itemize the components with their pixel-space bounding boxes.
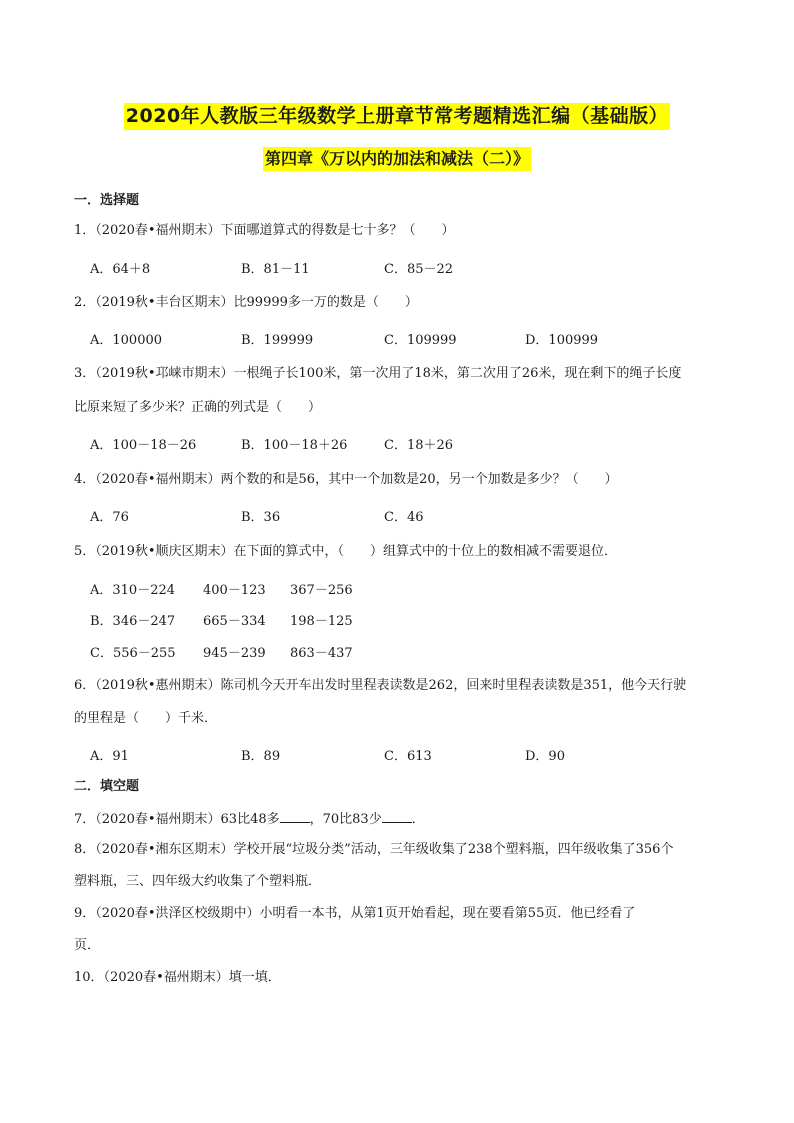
q4-option-b: B．36 [241, 510, 281, 525]
q3-option-c: C．18＋26 [384, 438, 454, 453]
question-9-continued: 页． [74, 938, 101, 953]
q5-row-a-3: 367－256 [290, 583, 353, 598]
q5-row-c-1: C．556－255 [90, 646, 176, 661]
q5-row-b-3: 198－125 [290, 614, 353, 629]
q7-blank-1 [280, 808, 310, 823]
question-6-continued: 的里程是（ ）千米． [74, 711, 218, 726]
question-6: 6．（2019秋•惠州期末）陈司机今天开车出发时里程表读数是262，回来时里程表读数是351，他今天行驶 [74, 678, 687, 693]
q1-option-b: B．81－11 [241, 262, 310, 277]
q8-part-1: 塑料瓶，三、四年级大约收集了 [74, 874, 257, 889]
q3-option-b: B．100－18＋26 [241, 438, 348, 453]
q8-part-2: 个塑料瓶． [256, 874, 322, 889]
section-heading-fill: 二．填空题 [74, 779, 140, 794]
question-1: 1．（2020春•福州期末）下面哪道算式的得数是七十多？（ ） [74, 223, 455, 238]
question-4: 4．（2020春•福州期末）两个数的和是56，其中一个加数是20，另一个加数是多少？（ ） [74, 472, 618, 487]
q7-part-2: ，70比83少 [309, 812, 382, 827]
q5-row-b-1: B．346－247 [90, 614, 176, 629]
page-title: 2020年人教版三年级数学上册章节常考题精选汇编（基础版） [124, 103, 670, 130]
q1-option-a: A．64＋8 [90, 262, 151, 277]
q1-option-c: C．85－22 [384, 262, 454, 277]
q7-part-3: ． [411, 812, 425, 827]
question-8: 8．（2020春•湘东区期末）学校开展“垃圾分类”活动，三年级收集了238个塑料瓶，四年级收集了356个 [74, 842, 674, 857]
q2-option-a: A．100000 [90, 333, 163, 348]
q6-option-b: B．89 [241, 749, 281, 764]
question-8-continued [74, 872, 321, 892]
q5-row-a-1: A．310－224 [90, 583, 176, 598]
q5-row-a-2: 400－123 [203, 583, 266, 598]
q5-row-c-2: 945－239 [203, 646, 266, 661]
question-9: 9．（2020春•洪泽区校级期中）小明看一本书，从第1页开始看起，现在要看第55页．他已经看了 [74, 906, 636, 921]
question-3-continued: 比原来短了多少米？正确的列式是（ ） [74, 400, 322, 415]
subtitle-container [0, 147, 794, 171]
q7-blank-2 [382, 808, 412, 823]
q6-option-c: C．613 [384, 749, 432, 764]
q5-row-b-2: 665－334 [203, 614, 266, 629]
question-5: 5．（2019秋•顺庆区期末）在下面的算式中，（ ）组算式中的十位上的数相减不需要退位． [74, 544, 618, 559]
q4-option-c: C．46 [384, 510, 424, 525]
question-3: 3．（2019秋•邛崃市期末）一根绳子长100米，第一次用了18米，第二次用了26米，现在剩下的绳子长度 [74, 366, 682, 381]
section-heading-choice: 一．选择题 [74, 193, 140, 208]
question-10: 10．（2020春•福州期末）填一填． [74, 970, 281, 985]
question-2: 2．（2019秋•丰台区期末）比99999多一万的数是（ ） [74, 295, 418, 310]
question-7 [74, 808, 734, 830]
q2-option-d: D．100999 [525, 333, 599, 348]
q3-option-a: A．100－18－26 [90, 438, 197, 453]
q5-row-c-3: 863－437 [290, 646, 353, 661]
chapter-subtitle: 第四章《万以内的加法和减法（二）》 [263, 147, 531, 171]
q2-option-b: B．199999 [241, 333, 314, 348]
q2-option-c: C．109999 [384, 333, 457, 348]
q6-option-a: A．91 [90, 749, 129, 764]
q6-option-d: D．90 [525, 749, 565, 764]
q4-option-a: A．76 [90, 510, 129, 525]
title-container [0, 103, 794, 130]
q7-part-1: 7．（2020春•福州期末）63比48多 [74, 812, 280, 827]
